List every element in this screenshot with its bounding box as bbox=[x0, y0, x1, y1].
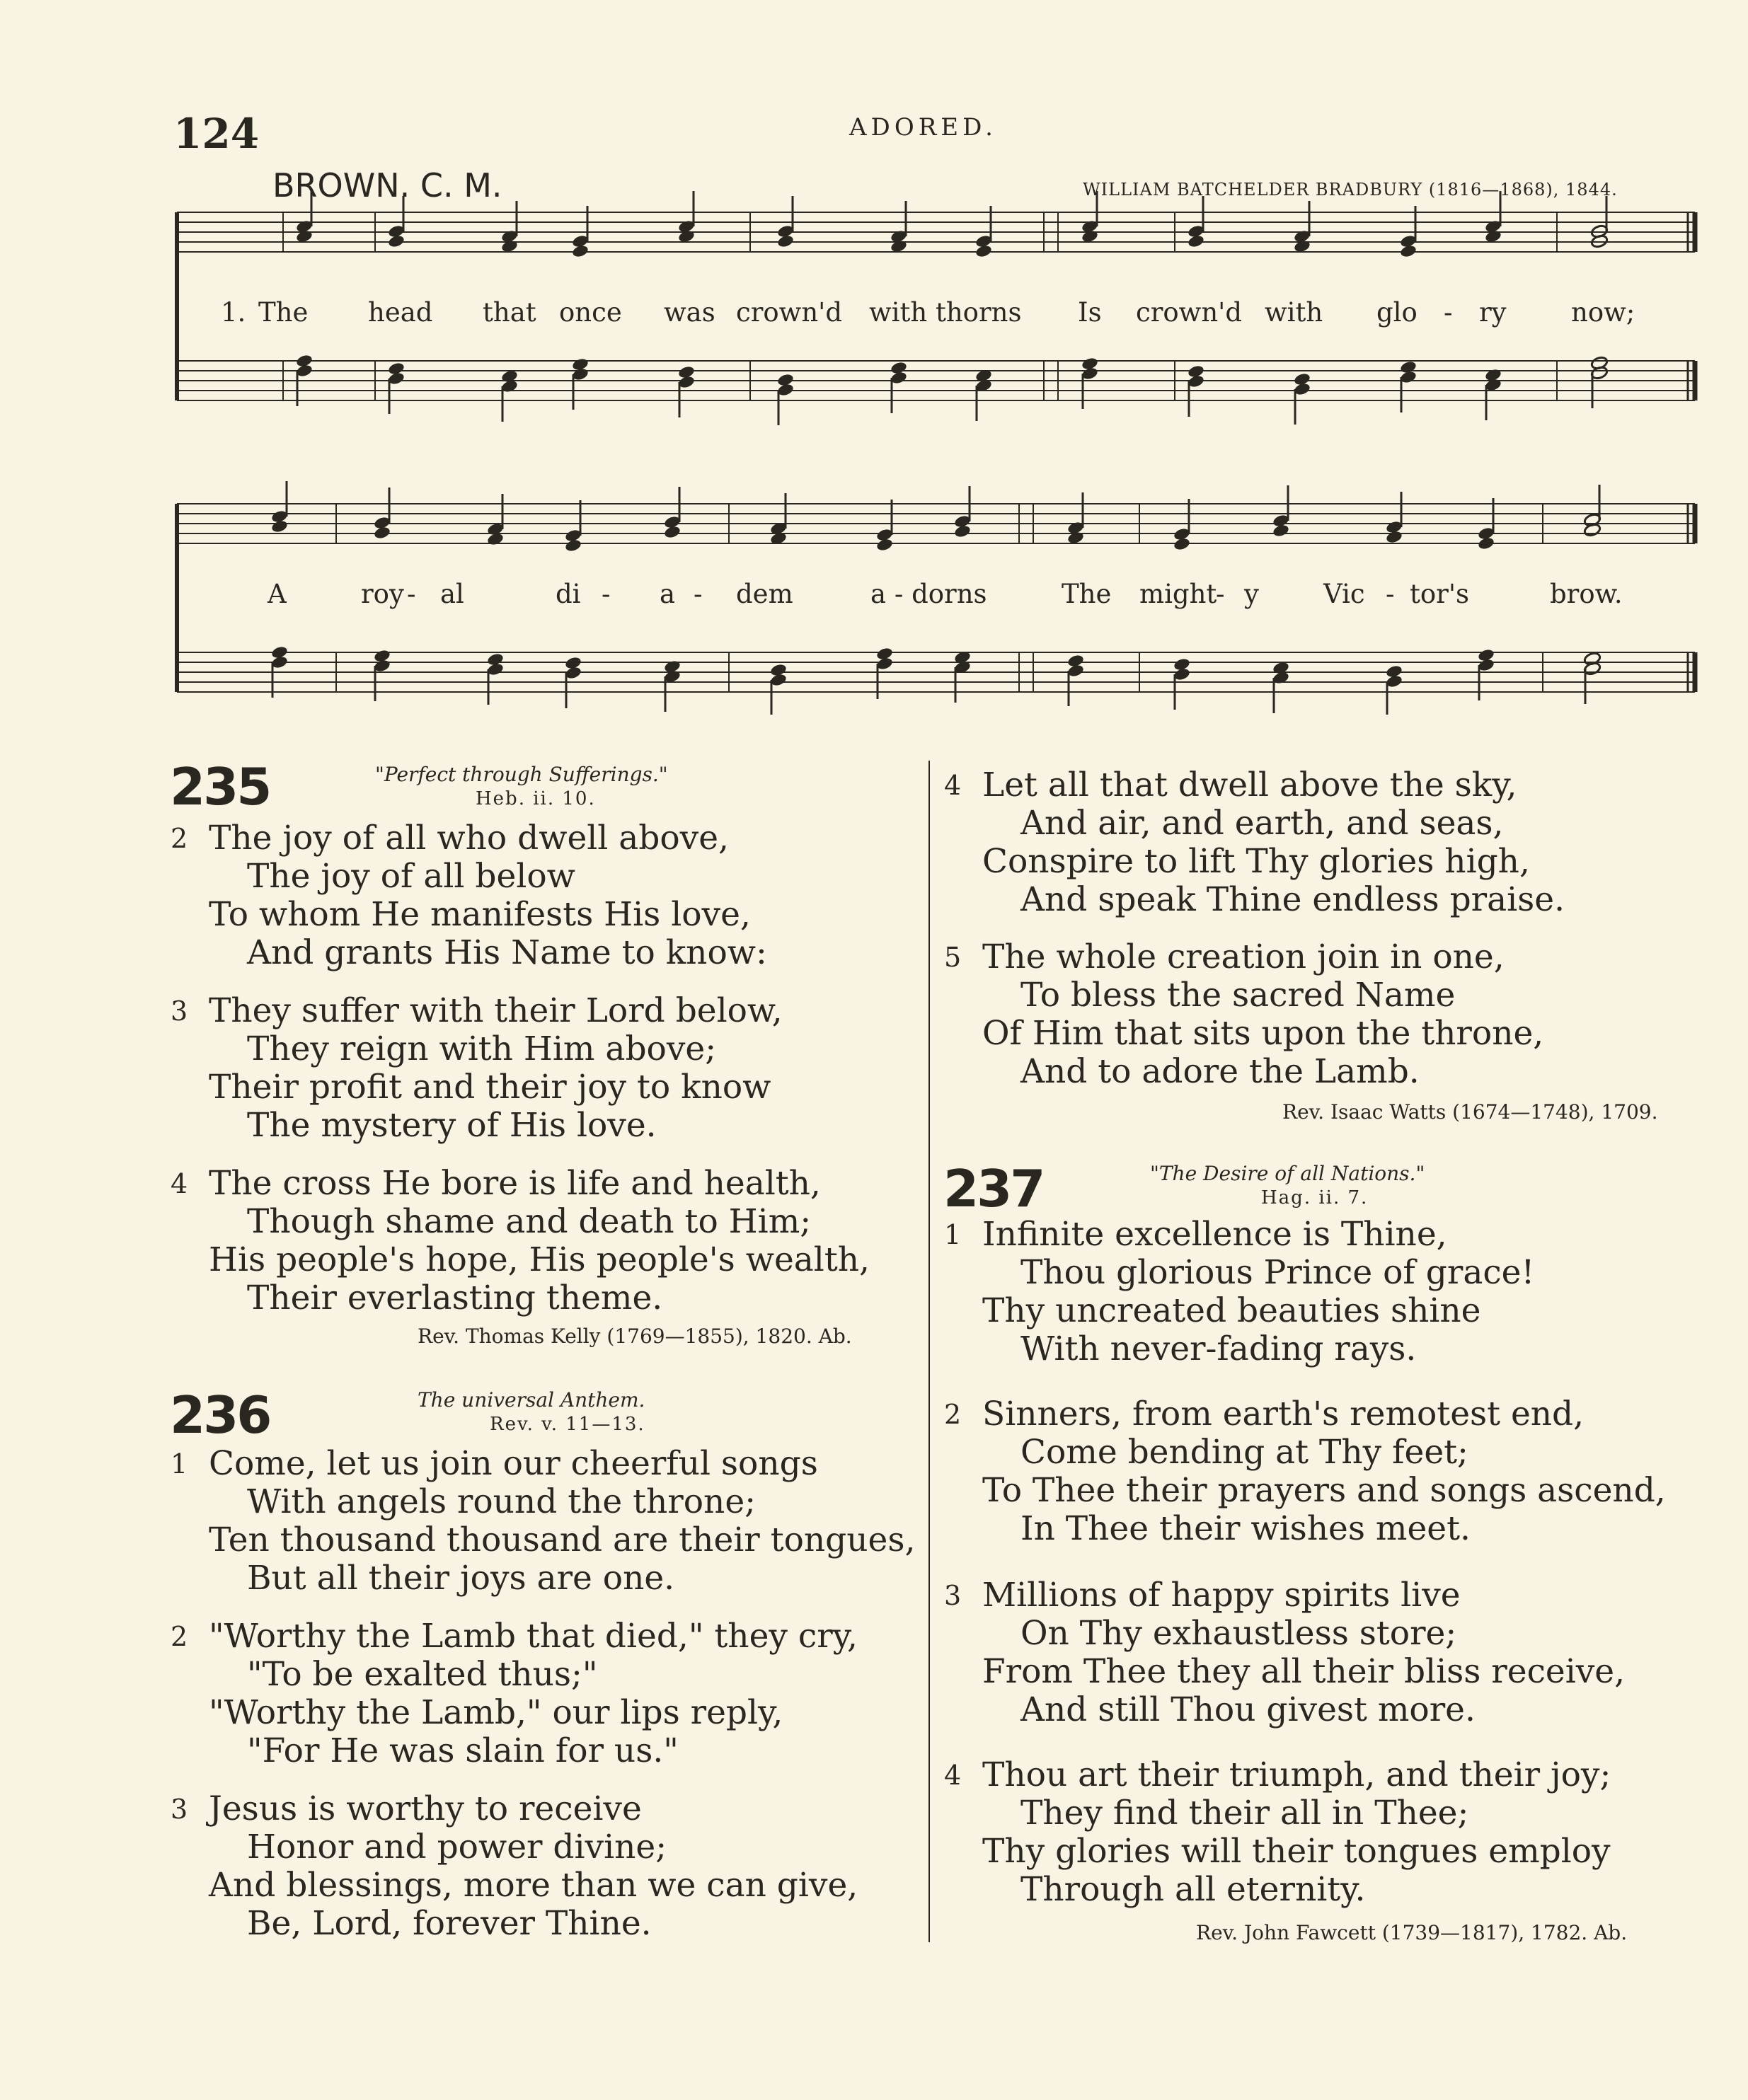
verse-label: 1. bbox=[221, 297, 246, 328]
verse-line: On Thy exhaustless store; bbox=[1020, 1614, 1457, 1653]
verse bbox=[171, 991, 783, 1145]
lyric-syllable: - bbox=[602, 579, 611, 609]
verse-line: The joy of all who dwell above, bbox=[209, 819, 729, 858]
hymn-title: The universal Anthem. bbox=[418, 1388, 645, 1412]
composer-credit: WILLIAM BATCHELDER BRADBURY (1816—1868), 1844. bbox=[1083, 180, 1618, 200]
verse-line: Let all that dwell above the sky, bbox=[982, 766, 1517, 804]
scripture-reference: Heb. ii. 10. bbox=[476, 788, 596, 809]
verse-number: 2 bbox=[171, 1621, 188, 1652]
hymn-title: "The Desire of all Nations." bbox=[1150, 1162, 1425, 1185]
verse-line: Their everlasting theme. bbox=[247, 1279, 663, 1317]
verse-line: And speak Thine endless praise. bbox=[1020, 880, 1565, 919]
running-title: ADORED. bbox=[849, 113, 997, 142]
verse bbox=[171, 1444, 916, 1598]
verse-line: Millions of happy spirits live bbox=[982, 1576, 1461, 1615]
verse-line: From Thee they all their bliss receive, bbox=[982, 1652, 1626, 1691]
lyric-syllable: - bbox=[1386, 579, 1395, 609]
lyric-syllable: Is bbox=[1078, 297, 1102, 328]
verse-line: With angels round the throne; bbox=[247, 1482, 756, 1521]
note-head bbox=[1187, 234, 1204, 249]
lyric-syllable: - bbox=[694, 579, 703, 609]
verse-number: 3 bbox=[171, 996, 188, 1027]
verse-number: 3 bbox=[171, 1794, 188, 1825]
verse-line: Jesus is worthy to receive bbox=[209, 1789, 642, 1828]
verse-number: 4 bbox=[944, 770, 962, 801]
verse-line: The whole creation join in one, bbox=[982, 937, 1505, 976]
lyric-syllable: a bbox=[660, 579, 676, 609]
note-head bbox=[875, 538, 893, 553]
verse-line: The mystery of His love. bbox=[247, 1106, 657, 1145]
verse-line: Conspire to lift Thy glories high, bbox=[982, 842, 1530, 881]
verse-line: Thou glorious Prince of grace! bbox=[1020, 1253, 1535, 1292]
verse-line: They find their all in Thee; bbox=[1020, 1794, 1469, 1833]
lyric-syllable: The bbox=[1062, 579, 1112, 609]
verse-number: 1 bbox=[171, 1448, 188, 1479]
lyric-syllable: with thorns bbox=[869, 297, 1022, 328]
hymn-author: Rev. Thomas Kelly (1769—1855), 1820. Ab. bbox=[418, 1325, 852, 1348]
verse bbox=[944, 1215, 1535, 1368]
lyric-syllable: ry bbox=[1479, 297, 1507, 328]
note-head bbox=[1399, 244, 1417, 259]
verse-line: And grants His Name to know: bbox=[247, 933, 767, 972]
verse-line: The cross He bore is life and health, bbox=[209, 1164, 821, 1203]
lyric-syllable: dem bbox=[736, 579, 793, 609]
lyric-syllable: crown'd bbox=[1136, 297, 1243, 328]
tune-name: BROWN. C. M. bbox=[272, 166, 502, 204]
note-head bbox=[663, 525, 681, 540]
verse-number: 1 bbox=[944, 1219, 962, 1250]
verse-number: 4 bbox=[171, 1168, 188, 1199]
lyric-syllable: di bbox=[556, 579, 581, 609]
verse-line: "For He was slain for us." bbox=[247, 1731, 679, 1770]
note-head bbox=[571, 244, 589, 259]
lyric-syllable: a - dorns bbox=[870, 579, 987, 609]
verse bbox=[944, 766, 1565, 919]
scripture-reference: Rev. v. 11—13. bbox=[490, 1414, 645, 1435]
verse-line: In Thee their wishes meet. bbox=[1020, 1509, 1471, 1548]
verse-line: And to adore the Lamb. bbox=[1020, 1052, 1420, 1091]
verse-line: And air, and earth, and seas, bbox=[1020, 804, 1504, 843]
verse-line: They suffer with their Lord below, bbox=[209, 991, 783, 1030]
verse-line: Through all eternity. bbox=[1020, 1870, 1366, 1909]
verse-line: To bless the sacred Name bbox=[1020, 976, 1456, 1015]
lyric-syllable: that bbox=[483, 297, 536, 328]
verse-line: "To be exalted thus;" bbox=[247, 1655, 598, 1694]
lyric-syllable: crown'd bbox=[736, 297, 843, 328]
note-head bbox=[564, 538, 582, 553]
verse-number: 2 bbox=[171, 823, 188, 854]
lyric-syllable: head bbox=[368, 297, 433, 328]
verse-number: 4 bbox=[944, 1760, 962, 1791]
verse-line: To Thee their prayers and songs ascend, bbox=[982, 1471, 1666, 1510]
verse-line: Though shame and death to Him; bbox=[247, 1202, 812, 1241]
verse-line: Of Him that sits upon the throne, bbox=[982, 1014, 1544, 1053]
lyric-syllable: y bbox=[1244, 579, 1259, 609]
lyric-syllable: brow. bbox=[1550, 579, 1623, 609]
note-head bbox=[270, 519, 288, 534]
verse-line: Ten thousand thousand are their tongues, bbox=[209, 1521, 916, 1559]
note-head bbox=[776, 234, 794, 249]
verse-line: And blessings, more than we can give, bbox=[209, 1866, 858, 1905]
hymn-author: Rev. Isaac Watts (1674—1748), 1709. bbox=[1282, 1100, 1658, 1124]
note-head bbox=[953, 524, 971, 539]
verse bbox=[944, 1755, 1611, 1909]
verse-line: "Worthy the Lamb that died," they cry, bbox=[209, 1617, 858, 1656]
hymn-number: 235 bbox=[170, 757, 270, 817]
verse bbox=[171, 1789, 858, 1943]
note-head bbox=[1477, 536, 1495, 551]
page-number: 124 bbox=[173, 110, 260, 158]
verse-number: 5 bbox=[944, 942, 962, 973]
verse bbox=[944, 1395, 1666, 1548]
verse-line: But all their joys are one. bbox=[247, 1559, 675, 1598]
verse-line: Thy glories will their tongues employ bbox=[982, 1832, 1611, 1871]
lyric-syllable: might bbox=[1139, 579, 1217, 609]
scripture-reference: Hag. ii. 7. bbox=[1261, 1187, 1369, 1208]
verse-number: 2 bbox=[944, 1399, 962, 1430]
lyric-syllable: once bbox=[559, 297, 622, 328]
verse-line: The joy of all below bbox=[247, 857, 575, 896]
hymn-title: "Perfect through Sufferings." bbox=[375, 763, 668, 786]
lyric-syllable: with bbox=[1265, 297, 1323, 328]
verse-line: His people's hope, His people's wealth, bbox=[209, 1240, 870, 1279]
verse-line: Come bending at Thy feet; bbox=[1020, 1433, 1468, 1472]
lyric-syllable: was bbox=[664, 297, 715, 328]
lyric-syllable: al bbox=[440, 579, 464, 609]
verse bbox=[944, 1576, 1626, 1729]
lyric-syllable: The bbox=[258, 297, 309, 328]
lyric-syllable: - bbox=[1444, 297, 1453, 328]
lyric-syllable: Vic bbox=[1323, 579, 1365, 609]
lyric-syllable: tor's bbox=[1410, 579, 1469, 609]
note-head bbox=[974, 244, 992, 259]
column-divider bbox=[928, 761, 930, 1942]
note-head bbox=[1173, 537, 1190, 552]
hymn-author: Rev. John Fawcett (1739—1817), 1782. Ab. bbox=[1196, 1921, 1628, 1944]
verse-line: Come, let us join our cheerful songs bbox=[209, 1444, 818, 1483]
note-head bbox=[1272, 524, 1289, 538]
verse-line: To whom He manifests His love, bbox=[209, 895, 751, 934]
verse bbox=[171, 1164, 870, 1317]
hymn-number: 237 bbox=[943, 1159, 1044, 1218]
note-head bbox=[387, 234, 405, 249]
verse-number: 3 bbox=[944, 1580, 962, 1611]
hymn-number: 236 bbox=[170, 1385, 270, 1445]
note-head bbox=[1385, 530, 1403, 545]
lyric-syllable: - bbox=[407, 579, 416, 609]
verse-line: With never-fading rays. bbox=[1020, 1329, 1417, 1368]
verse-line: Be, Lord, forever Thine. bbox=[247, 1904, 652, 1943]
verse-line: Their profit and their joy to know bbox=[209, 1068, 771, 1107]
lyric-syllable: roy bbox=[361, 579, 404, 609]
verse-line: They reign with Him above; bbox=[247, 1029, 717, 1068]
verse bbox=[171, 819, 767, 972]
verse bbox=[171, 1617, 858, 1770]
lyric-syllable: glo bbox=[1376, 297, 1418, 328]
verse-line: Sinners, from earth's remotest end, bbox=[982, 1395, 1585, 1433]
lyric-syllable: - bbox=[1216, 579, 1225, 609]
verse-line: And still Thou givest more. bbox=[1020, 1690, 1476, 1729]
verse-line: Infinite excellence is Thine, bbox=[982, 1215, 1447, 1254]
note-head bbox=[373, 526, 391, 541]
verse bbox=[944, 937, 1544, 1091]
verse-line: Thy uncreated beauties shine bbox=[982, 1291, 1481, 1330]
verse-line: Honor and power divine; bbox=[247, 1828, 667, 1867]
verse-line: "Worthy the Lamb," our lips reply, bbox=[209, 1693, 783, 1732]
lyric-syllable: now; bbox=[1571, 297, 1635, 328]
lyric-syllable: A bbox=[268, 579, 287, 609]
verse-line: Thou art their triumph, and their joy; bbox=[982, 1755, 1611, 1794]
